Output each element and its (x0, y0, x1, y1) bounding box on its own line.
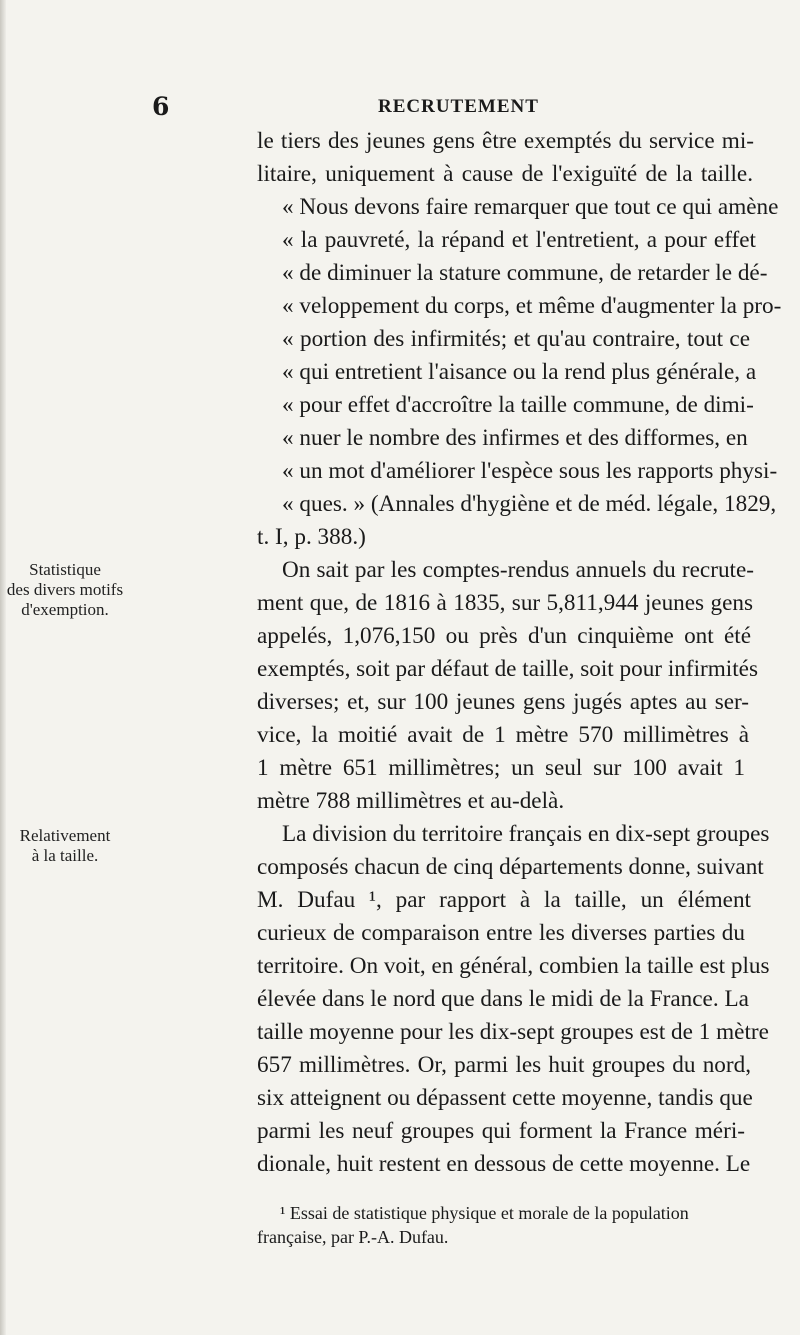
text-line: « qui entretient l'aisance ou la rend plus générale, a (282, 359, 757, 385)
text-line: « pour effet d'accroître la taille commune, de dimi- (282, 392, 754, 418)
margin-note-line: des divers motifs (6, 580, 124, 599)
text-line: « portion des infirmités; et qu'au contraire, tout ce (282, 326, 750, 352)
margin-note-line: Relativement (19, 826, 111, 845)
text-line: La division du territoire français en dix-sept groupes (282, 821, 770, 847)
text-line: taille moyenne pour les dix-sept groupes est de 1 mètre (257, 1019, 769, 1045)
page-header (152, 92, 712, 122)
margin-note-line: d'exemption. (21, 600, 109, 619)
text-line: « la pauvreté, la répand et l'entretient, a pour effet (282, 227, 756, 253)
text-line: appelés, 1,076,150 ou près d'un cinquième ont été (257, 623, 751, 649)
running-head: RECRUTEMENT (378, 96, 539, 117)
text-line: 657 millimètres. Or, parmi les huit groupes du nord, (257, 1052, 751, 1078)
text-line: mètre 788 millimètres et au-delà. (257, 788, 565, 814)
page-edge (0, 0, 6, 1335)
margin-note-statistique (0, 560, 130, 620)
text-line: ment que, de 1816 à 1835, sur 5,811,944 jeunes gens (257, 590, 753, 616)
text-line: vice, la moitié avait de 1 mètre 570 millimètres à (257, 722, 749, 748)
text-line: parmi les neuf groupes qui forment la France méri- (257, 1118, 745, 1144)
text-line: « un mot d'améliorer l'espèce sous les rapports physi- (282, 458, 778, 484)
text-line: dionale, huit restent en dessous de cette moyenne. Le (257, 1151, 751, 1177)
page-number: 6 (152, 92, 170, 121)
text-line: le tiers des jeunes gens être exemptés du service mi- (257, 128, 754, 154)
text-line: « veloppement du corps, et même d'augmenter la pro- (282, 293, 782, 319)
margin-note-taille (0, 826, 130, 866)
footnote-line: française, par P.-A. Dufau. (257, 1227, 449, 1247)
text-line: territoire. On voit, en général, combien la taille est plus (257, 953, 770, 979)
text-line: On sait par les comptes-rendus annuels du recrute- (282, 557, 754, 583)
text-line: élevée dans le nord que dans le midi de la France. La (257, 986, 749, 1012)
text-line: « ques. » (Annales d'hygiène et de méd. légale, 1829, (282, 491, 777, 517)
text-line: litaire, uniquement à cause de l'exiguïté de la taille. (257, 161, 753, 187)
text-line: composés chacun de cinq départements donne, suivant (257, 854, 764, 880)
footnote-line: ¹ Essai de statistique physique et morale de la population (280, 1203, 689, 1223)
text-line: « nuer le nombre des infirmes et des difformes, en (282, 425, 748, 451)
text-line: six atteignent ou dépassent cette moyenne, tandis que (257, 1085, 753, 1111)
text-line: t. I, p. 388.) (257, 524, 366, 550)
text-line: exemptés, soit par défaut de taille, soit pour infirmités (257, 656, 758, 682)
margin-note-line: Statistique (29, 560, 101, 579)
text-line: 1 mètre 651 millimètres; un seul sur 100 avait 1 (257, 755, 745, 781)
text-line: « Nous devons faire remarquer que tout ce qui amène (282, 194, 779, 220)
text-line: M. Dufau ¹, par rapport à la taille, un élément (257, 887, 751, 913)
margin-note-line: à la taille. (31, 846, 99, 865)
text-line: « de diminuer la stature commune, de retarder le dé- (282, 260, 768, 286)
text-line: curieux de comparaison entre les diverses parties du (257, 920, 745, 946)
text-line: diverses; et, sur 100 jeunes gens jugés aptes au ser- (257, 689, 749, 715)
